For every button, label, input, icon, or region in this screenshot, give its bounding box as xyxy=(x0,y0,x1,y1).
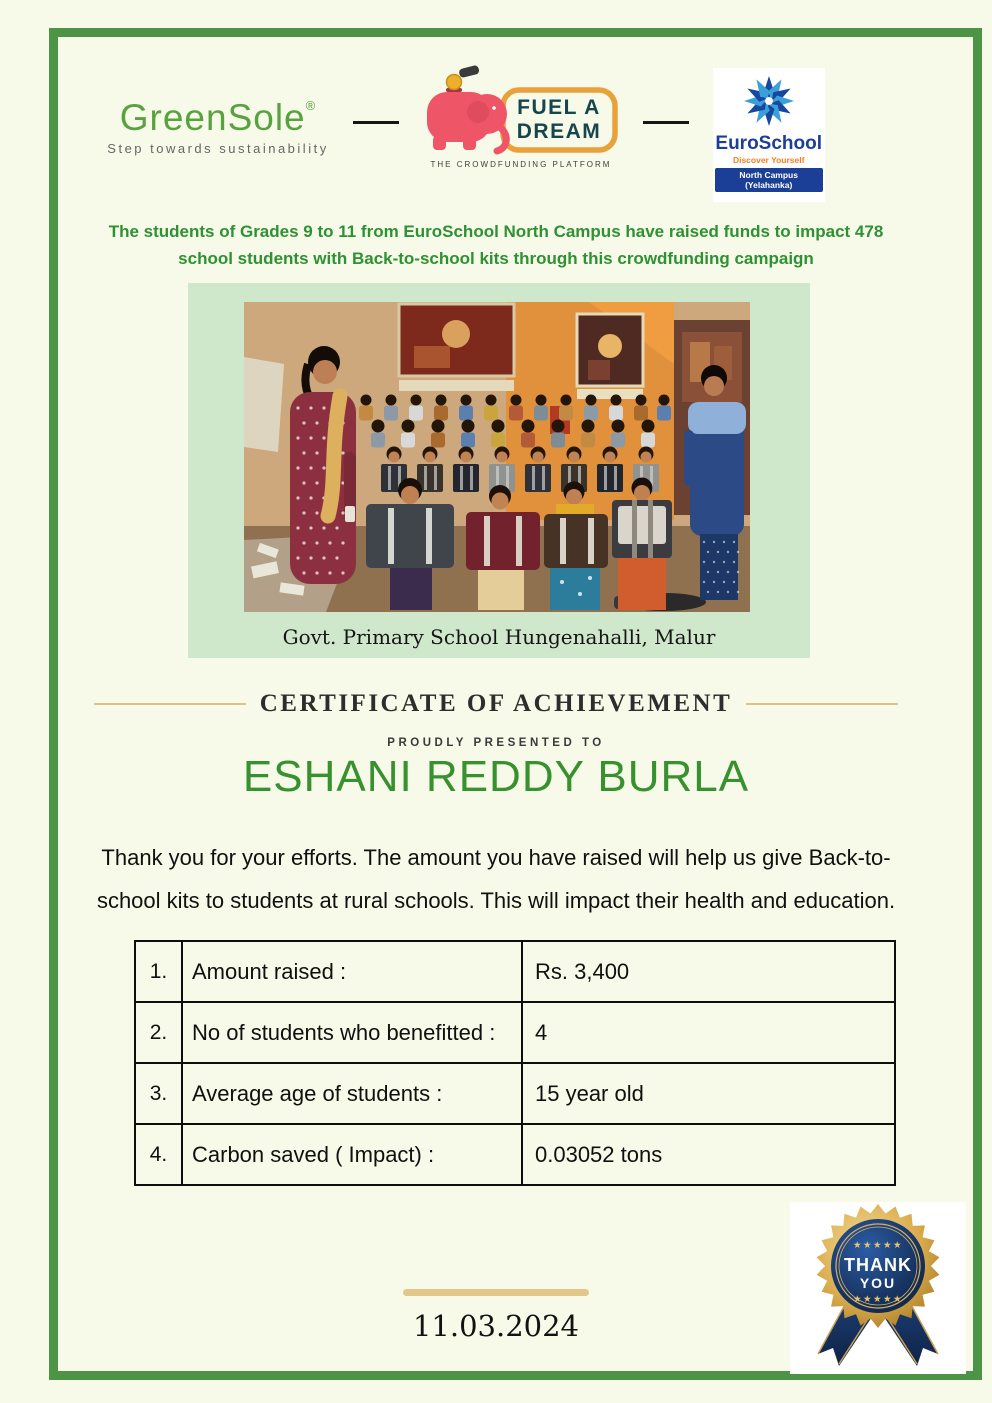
row-value-cell: Rs. 3,400 xyxy=(522,941,895,1002)
registered-mark: ® xyxy=(305,98,317,113)
row-number-cell: 2. xyxy=(135,1002,182,1063)
row-value-cell: 4 xyxy=(522,1002,895,1063)
row-label-cell: Amount raised : xyxy=(182,941,522,1002)
thank-you-rosette-icon xyxy=(790,1202,966,1374)
message-line-2: school kits to students at rural schools. This will impact their health and education. xyxy=(96,888,896,913)
table-row xyxy=(135,1063,895,1124)
greensole-tagline: Step towards sustainability xyxy=(107,141,329,156)
presented-label: PROUDLY PRESENTED TO xyxy=(387,737,605,749)
school-photo-illustration xyxy=(244,302,750,612)
euroschool-tagline: Discover Yourself xyxy=(732,155,805,165)
impact-table xyxy=(134,940,896,1186)
intro-text xyxy=(60,218,932,272)
thank-you-badge xyxy=(790,1202,966,1374)
row-number-cell: 1. xyxy=(135,941,182,1002)
elephant-piggybank-icon xyxy=(427,65,507,151)
fuel-a-dream-line2: DREAM xyxy=(516,120,601,143)
table-row xyxy=(135,1124,895,1185)
message-text xyxy=(30,836,962,922)
row-label-cell: No of students who benefitted : xyxy=(182,1002,522,1063)
table-row xyxy=(135,941,895,1002)
separator-dash xyxy=(353,121,399,124)
euroschool-wordmark: EuroSchool xyxy=(715,133,823,154)
message-line-1: Thank you for your efforts. The amount you have raised will help us give Back-to- xyxy=(101,845,891,870)
greensole-logo xyxy=(107,86,328,156)
photo-caption: Govt. Primary School Hungenahalli, Malur xyxy=(282,625,716,649)
badge-you-text: YOU xyxy=(859,1275,897,1291)
certificate-heading: CERTIFICATE OF ACHIEVEMENT xyxy=(259,690,733,717)
intro-line-1: The students of Grades 9 to 11 from EuroSchool North Campus have raised funds to impact 478 xyxy=(108,222,884,241)
photo-card xyxy=(188,283,810,658)
date-divider-line xyxy=(403,1289,589,1296)
fuel-a-dream-tagline: THE CROWDFUNDING PLATFORM xyxy=(430,160,612,169)
fuel-a-dream-logo-graphic xyxy=(423,64,619,172)
row-value-cell: 15 year old xyxy=(522,1063,895,1124)
row-label-cell: Carbon saved ( Impact) : xyxy=(182,1124,522,1185)
row-label-cell: Average age of students : xyxy=(182,1063,522,1124)
euroschool-logo xyxy=(713,68,825,202)
row-number-cell: 4. xyxy=(135,1124,182,1185)
euroschool-campus-label: North Campus (Yelahanka) xyxy=(715,168,823,192)
fuel-a-dream-logo xyxy=(423,64,619,177)
recipient-name: ESHANI REDDY BURLA xyxy=(242,752,750,801)
intro-line-2: school students with Back-to-school kits through this crowdfunding campaign xyxy=(178,249,814,268)
greensole-wordmark: GreenSole® xyxy=(119,97,317,138)
table-row xyxy=(135,1002,895,1063)
row-number-cell: 3. xyxy=(135,1063,182,1124)
euroschool-starburst-icon xyxy=(742,74,796,128)
heading-divider-line xyxy=(94,703,246,705)
badge-stars-bottom: ★★★★★ xyxy=(852,1294,904,1305)
row-value-cell: 0.03052 tons xyxy=(522,1124,895,1185)
logo-row xyxy=(0,64,962,202)
badge-stars-top: ★★★★★ xyxy=(852,1240,904,1251)
certificate-date: 11.03.2024 xyxy=(412,1309,580,1343)
heading-divider-line xyxy=(746,703,898,705)
certificate-heading-row xyxy=(0,690,992,718)
fuel-a-dream-line1: FUEL A xyxy=(516,96,601,119)
separator-dash xyxy=(643,121,689,124)
badge-thank-text: THANK xyxy=(844,1255,912,1275)
